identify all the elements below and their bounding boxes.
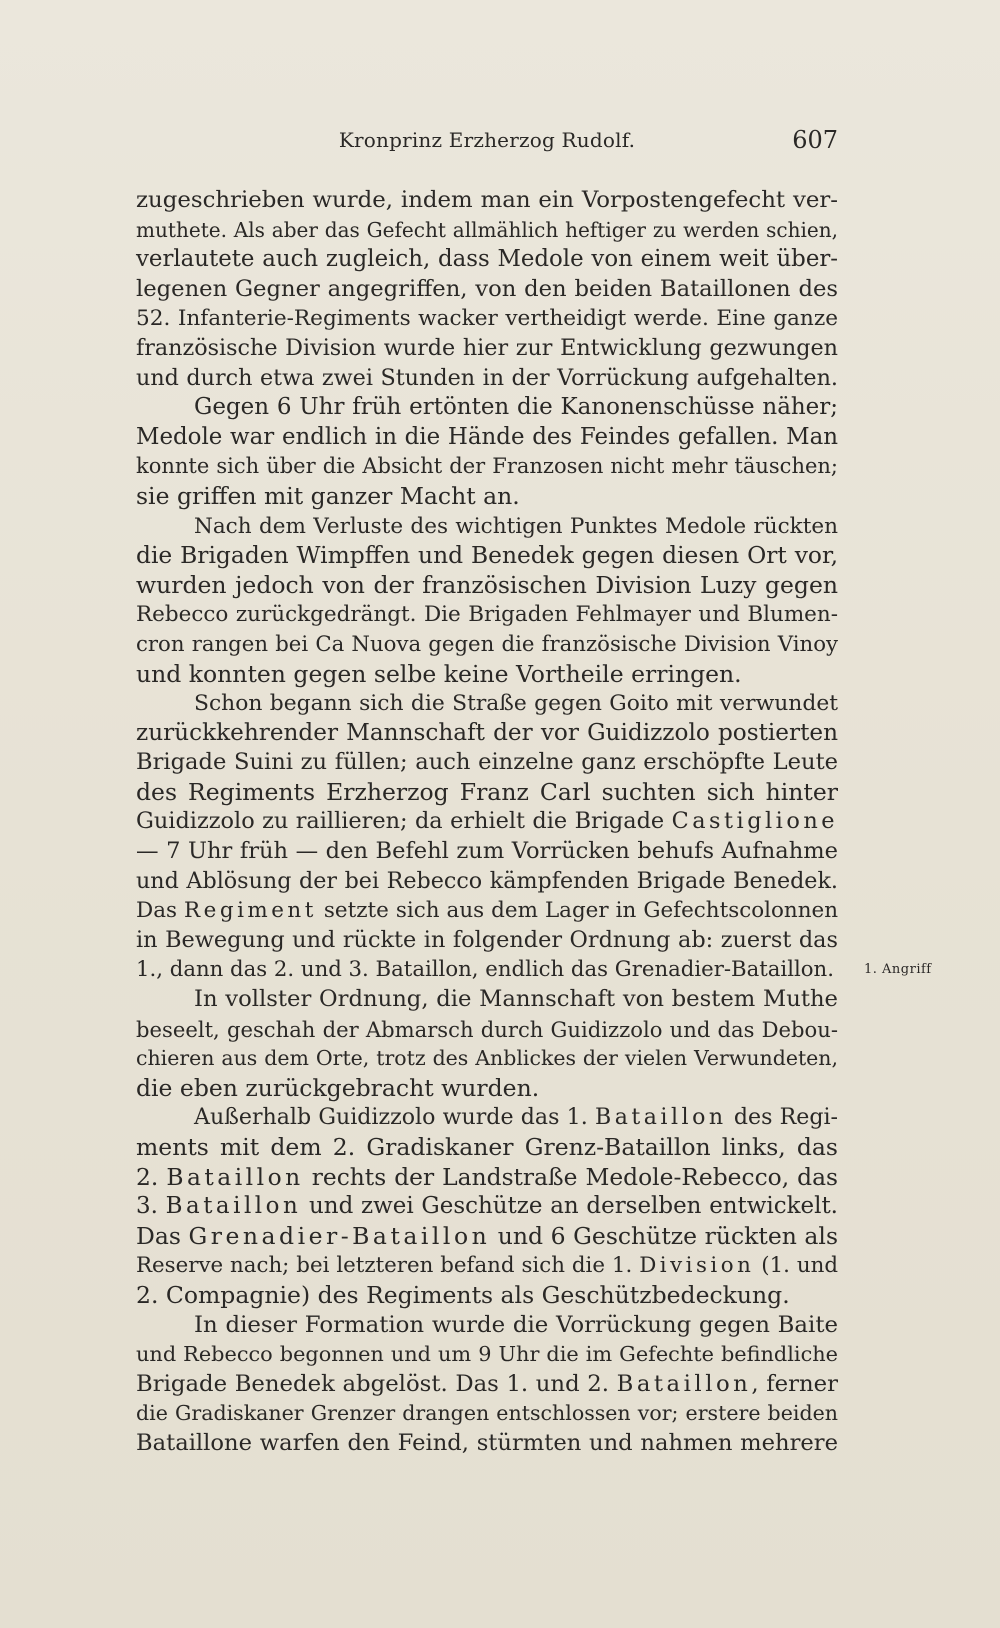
text-run: setzte sich aus dem Lager in Gefechtscolonnen (316, 898, 838, 924)
running-title: Kronprinz Erzherzog Rudolf. (338, 128, 636, 152)
text-line: und durch etwa zwei Stunden in der Vorrückung aufgehalten. (136, 364, 838, 391)
spaced-text: Castiglione (671, 808, 838, 835)
text-line: die eben zurückgebracht wurden. (136, 1073, 540, 1102)
text-line: die Brigaden Wimpffen und Benedek gegen diesen Ort vor, (136, 541, 838, 570)
spaced-text: Bataillon (165, 1193, 302, 1220)
text-run: , ferner (751, 1370, 839, 1397)
text-line: Nach dem Verluste des wichtigen Punktes Medole rückten (194, 513, 838, 539)
text-run: des Regi- (726, 1104, 838, 1131)
text-run: 3. (136, 1193, 166, 1220)
text-line (136, 1222, 838, 1252)
text-line: Brigade Suini zu füllen; auch einzelne ganz erschöpfte Leute (136, 749, 838, 776)
text-line: 1., dann das 2. und 3. Bataillon, endlich das Grenadier-Bataillon. (136, 957, 834, 983)
text-line: sie griffen mit ganzer Macht an. (136, 481, 520, 510)
text-line: 2. Compagnie) des Regiments als Geschützbedeckung. (136, 1280, 790, 1309)
spaced-text: Division (639, 1253, 755, 1279)
text-line (136, 807, 838, 837)
text-line: zurückkehrender Mannschaft der vor Guidizzolo postierten (136, 719, 838, 746)
text-line: muthete. Als aber das Gefecht allmählich heftiger zu werden schien, (136, 217, 838, 242)
text-run: Das (136, 898, 185, 924)
text-line: wurden jedoch von der französischen Division Luzy gegen (136, 570, 838, 599)
text-line: Medole war endlich in die Hände des Feindes gefallen. Man (136, 423, 838, 450)
text-line: und Ablösung der bei Rebecco kämpfenden Brigade Benedek. (136, 867, 838, 894)
spaced-text: Bataillon (616, 1370, 752, 1397)
text-line: des Regiments Erzherzog Franz Carl suchten sich hinter (136, 777, 838, 806)
text-line: ments mit dem 2. Gradiskaner Grenz-Bataillon links, das (136, 1133, 838, 1161)
text-line (136, 1251, 838, 1281)
text-line: und Rebecco begonnen und um 9 Uhr die im Gefechte befindliche (136, 1342, 838, 1367)
page-header (136, 126, 838, 158)
text-line (136, 1370, 838, 1400)
text-line: Schon begann sich die Straße gegen Goito mit verwundet (194, 691, 838, 717)
text-line: In vollster Ordnung, die Mannschaft von bestem Muthe (194, 986, 838, 1013)
text-line: Rebecco zurückgedrängt. Die Brigaden Fehlmayer und Blumen- (136, 602, 838, 628)
text-line: verlautete auch zugleich, dass Medole von einem weit über- (136, 246, 838, 273)
text-line (136, 1192, 838, 1222)
spaced-text: Regiment (184, 898, 317, 924)
page-number: 607 (792, 126, 838, 154)
text-line: Bataillone warfen den Feind, stürmten und nahmen mehrere (136, 1429, 838, 1456)
text-line: in Bewegung und rückte in folgender Ordnung ab: zuerst das (136, 926, 838, 953)
text-run: (1. und (754, 1253, 838, 1279)
spaced-text: Bataillon (166, 1162, 304, 1191)
text-line: die Gradiskaner Grenzer drangen entschlossen vor; erstere beiden (136, 1401, 838, 1426)
text-line: chieren aus dem Orte, trotz des Anblickes der vielen Verwundeten, (136, 1046, 838, 1071)
text-line: beseelt, geschah der Abmarsch durch Guidizzolo und das Debou- (136, 1016, 838, 1042)
text-line: 52. Infanterie-Regiments wacker vertheidigt werde. Eine ganze (136, 306, 838, 332)
text-line: zugeschrieben wurde, indem man ein Vorpostengefecht ver- (136, 187, 838, 213)
text-run: und zwei Geschütze an derselben entwickelt. (301, 1193, 838, 1220)
text-line: — 7 Uhr früh — den Befehl zum Vorrücken behufs Aufnahme (136, 838, 838, 865)
text-line: konnte sich über die Absicht der Franzosen nicht mehr täuschen; (136, 454, 838, 479)
text-run: Brigade Benedek abgelöst. Das 1. und 2. (136, 1370, 617, 1397)
text-line: und konnten gegen selbe keine Vortheile erringen. (136, 659, 742, 688)
margin-note: 1. Angriff (864, 962, 932, 977)
text-run: Guidizzolo zu raillieren; da erhielt die Brigade (136, 808, 672, 835)
text-line (136, 1163, 838, 1193)
text-run: Das (136, 1221, 189, 1250)
text-run: und 6 Geschütze rückten als (490, 1221, 838, 1250)
text-line: cron rangen bei Ca Nuova gegen die französische Division Vinoy (136, 631, 838, 657)
text-run: Außerhalb Guidizzolo wurde das 1. (194, 1104, 595, 1131)
text-line: legenen Gegner angegriffen, von den beiden Bataillonen des (136, 275, 838, 302)
spaced-text: Grenadier-Bataillon (188, 1221, 491, 1250)
text-run: Reserve nach; bei letzteren befand sich die 1. (136, 1253, 640, 1279)
text-line (136, 1103, 838, 1133)
text-run: rechts der Landstraße Medole-Rebecco, das (303, 1162, 838, 1191)
spaced-text: Bataillon (594, 1104, 727, 1131)
text-line: französische Division wurde hier zur Entwicklung gezwungen (136, 334, 838, 361)
text-run: 2. (136, 1162, 167, 1191)
body-text (136, 186, 838, 1459)
text-line: Gegen 6 Uhr früh ertönten die Kanonenschüsse näher; (194, 394, 838, 421)
text-line: In dieser Formation wurde die Vorrückung gegen Baite (194, 1311, 838, 1338)
text-line (136, 896, 838, 926)
